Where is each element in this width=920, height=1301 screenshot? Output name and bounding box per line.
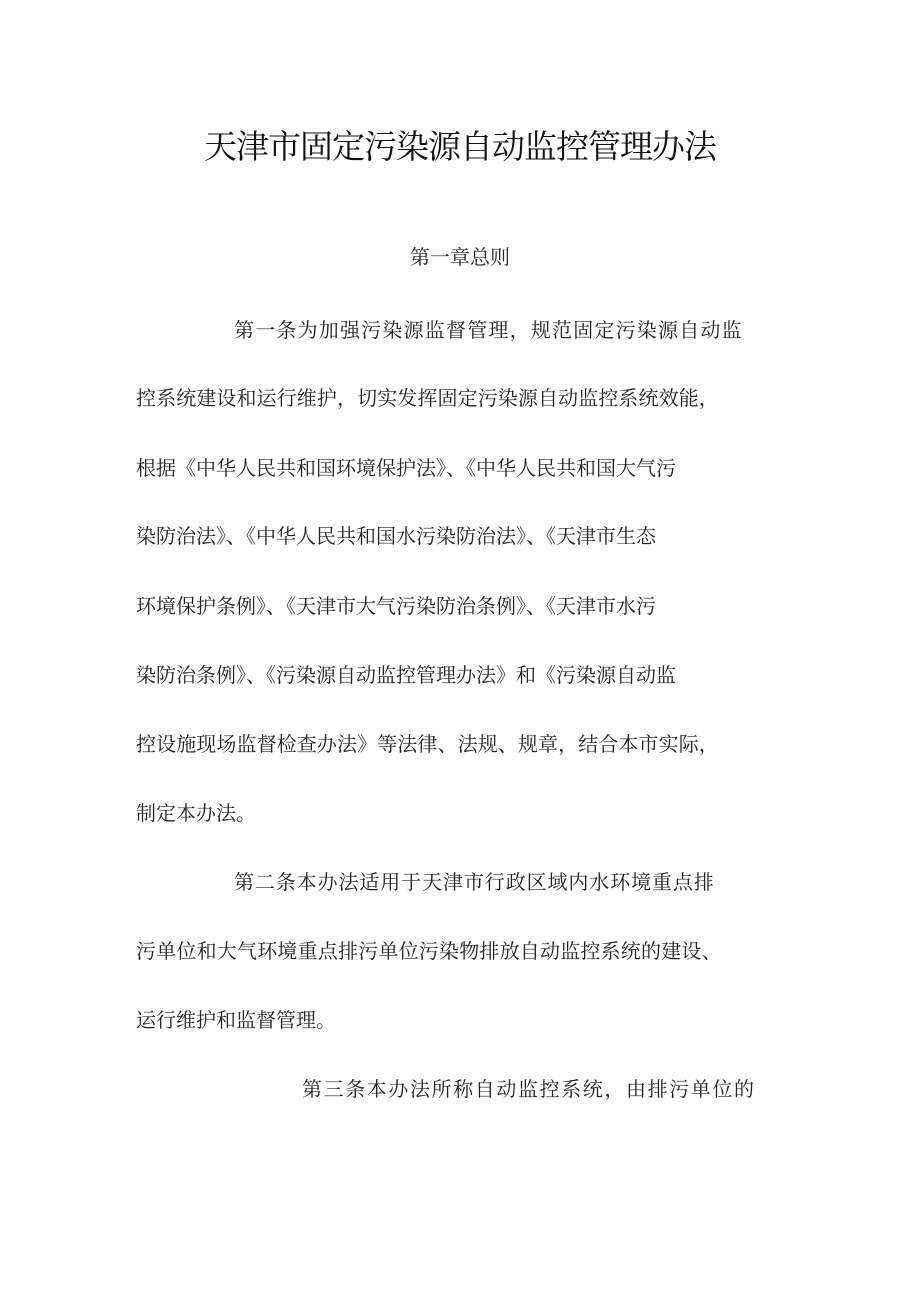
- document-title: 天津市固定污染源自动监控管理办法: [204, 127, 716, 166]
- article1-line-3: 根据《中华人民共和国环境保护法》、《中华人民共和国大气污: [136, 456, 676, 480]
- article2-line-1: 第二条本办法适用于天津市行政区域内水环境重点排: [234, 870, 715, 894]
- article1-line-1: 第一条为加强污染源监督管理，规范固定污染源自动监: [234, 318, 743, 342]
- article1-line-2: 控系统建设和运行维护，切实发挥固定污染源自动监控系统效能，: [136, 386, 719, 410]
- article3-line-1: 第三条本办法所称自动监控系统，由排污单位的: [302, 1077, 756, 1101]
- article1-line-5: 环境保护条例》、《天津市大气污染防治条例》、《天津市水污: [136, 594, 656, 618]
- article1-line-6: 染防治条例》、《污染源自动监控管理办法》和《污染源自动监: [136, 663, 676, 687]
- article1-line-4: 染防治法》、《中华人民共和国水污染防治法》、《天津市生态: [136, 524, 656, 548]
- article2-line-2: 污单位和大气环境重点排污单位污染物排放自动监控系统的建设、: [136, 939, 722, 963]
- article1-line-8: 制定本办法。: [136, 801, 256, 825]
- chapter-heading: 第一章总则: [410, 245, 510, 269]
- article1-line-7: 控设施现场监督检查办法》等法律、法规、规章，结合本市实际，: [136, 732, 719, 756]
- article2-line-3: 运行维护和监督管理。: [136, 1008, 336, 1032]
